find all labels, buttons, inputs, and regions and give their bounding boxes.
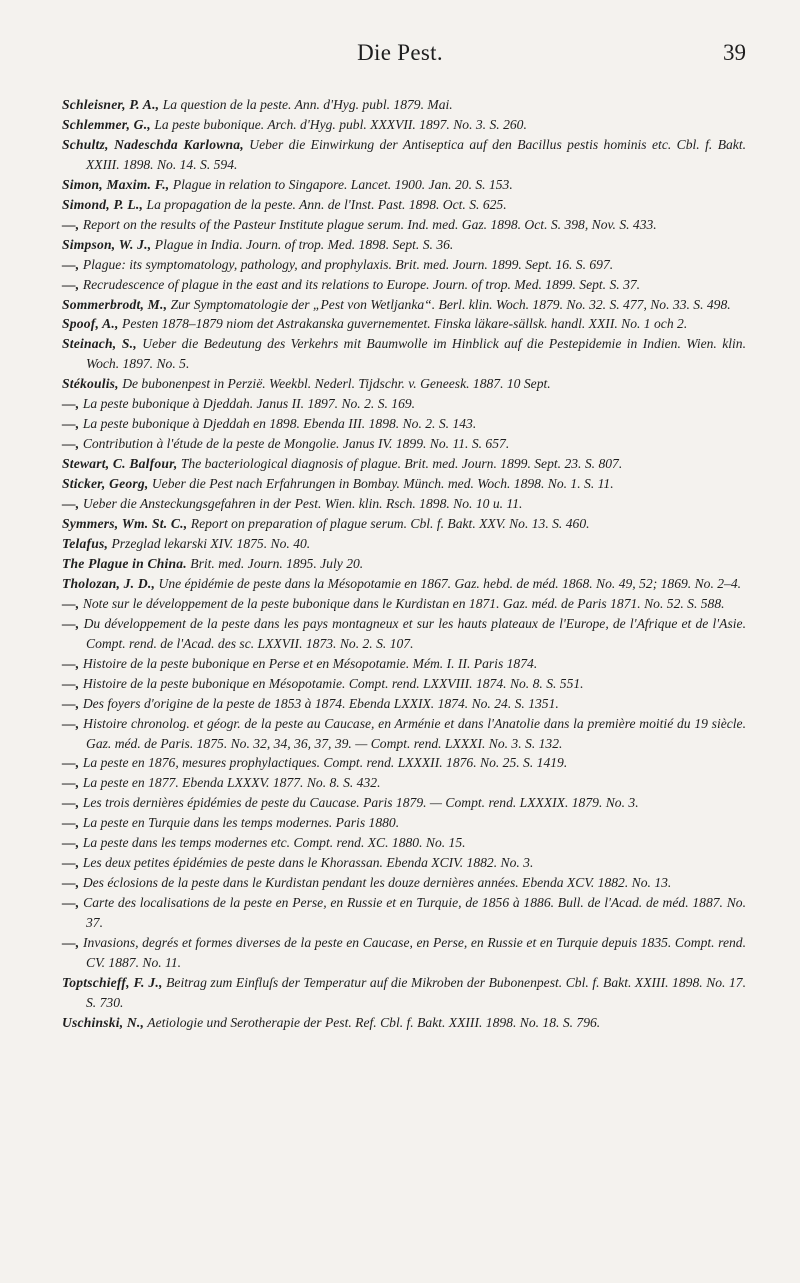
reference-entry: [62, 893, 746, 933]
reference-entry: [62, 1013, 746, 1033]
reference-citation: Note sur le développement de la peste bubonique dans le Kurdistan en 1871. Gaz. méd. de Paris 1871. No. 52. S. 588.: [82, 595, 725, 611]
reference-citation: La peste en 1877. Ebenda LXXXV. 1877. No. 8. S. 432.: [82, 775, 381, 791]
reference-citation: Des foyers d'origine de la peste de 1853 à 1874. Ebenda LXXIX. 1874. No. 24. S. 1351.: [82, 695, 559, 711]
page-number: 39: [723, 40, 746, 65]
reference-entry: [62, 314, 746, 334]
reference-entry: [62, 674, 746, 694]
reference-author: —,: [62, 396, 80, 412]
reference-author: Stékoulis,: [62, 376, 119, 392]
reference-entry: [62, 973, 746, 1013]
reference-entry: [62, 255, 746, 275]
reference-author: —,: [62, 875, 80, 891]
reference-citation: La peste bubonique. Arch. d'Hyg. publ. XXXVII. 1897. No. 3. S. 260.: [154, 116, 527, 132]
reference-entry: [62, 873, 746, 893]
reference-citation: Recrudescence of plague in the east and its relations to Europe. Journ. of trop. Med. 1899. Sept. S. 37.: [82, 276, 641, 292]
reference-author: —,: [62, 675, 80, 691]
reference-author: Telafus,: [62, 535, 109, 551]
reference-author: Schleisner, P. A.,: [62, 97, 160, 112]
reference-entry: [62, 833, 746, 853]
reference-citation: La question de la peste. Ann. d'Hyg. publ. 1879. Mai.: [162, 97, 453, 112]
reference-author: Simond, P. L.,: [62, 196, 144, 212]
reference-citation: Ueber die Ansteckungsgefahren in der Pest. Wien. klin. Rsch. 1898. No. 10 u. 11.: [82, 496, 523, 512]
reference-citation: Plague: its symptomatology, pathology, and prophylaxis. Brit. med. Journ. 1899. Sept. 16. S. 697.: [82, 256, 614, 272]
reference-author: —,: [62, 855, 80, 871]
reference-author: —,: [62, 276, 80, 292]
reference-citation: Ueber die Pest nach Erfahrungen in Bombay. Münch. med. Woch. 1898. No. 1. S. 11.: [151, 476, 614, 492]
reference-author: Simon, Maxim. F.,: [62, 176, 170, 192]
reference-citation: Histoire de la peste bubonique en Mésopotamie. Compt. rend. LXXVIII. 1874. No. 8. S. 551.: [82, 675, 584, 691]
reference-citation: La peste en 1876, mesures prophylactiques. Compt. rend. LXXXII. 1876. No. 25. S. 1419.: [82, 755, 568, 771]
reference-entry: [62, 694, 746, 714]
reference-author: —,: [62, 496, 80, 512]
reference-citation: Du développement de la peste dans les pays montagneux et sur les hauts plateaux de l'Europe, de l'Afrique et de l'Asie. Compt. rend. de l'Acad. des sc. LXXVII. 1873. No. 2. S. 107.: [83, 615, 746, 651]
running-title: Die Pest.: [357, 40, 443, 65]
reference-citation: Histoire chronolog. et géogr. de la peste au Caucase, en Arménie et dans l'Anatolie dans la première moitié du 19 siècle. Gaz. méd. de Paris. 1875. No. 32, 34, 36, 37, 39. — Compt. rend. LXXXI. No. 3. S. 132.: [83, 715, 746, 751]
reference-citation: Plague in relation to Singapore. Lancet. 1900. Jan. 20. S. 153.: [172, 176, 513, 192]
reference-author: Steinach, S.,: [62, 336, 137, 352]
reference-citation: La propagation de la peste. Ann. de l'Inst. Past. 1898. Oct. S. 625.: [146, 196, 507, 212]
reference-citation: Invasions, degrés et formes diverses de la peste en Caucase, en Perse, en Russie et en Turquie depuis 1835. Compt. rend. CV. 1887. No. 11.: [83, 935, 746, 970]
reference-author: Uschinski, N.,: [62, 1014, 145, 1030]
reference-author: Tholozan, J. D.,: [62, 575, 156, 591]
reference-author: Simpson, W. J.,: [62, 236, 152, 252]
reference-entry: [62, 554, 746, 574]
reference-author: The Plague in China.: [62, 555, 187, 571]
reference-author: —,: [62, 216, 80, 232]
reference-entry: [62, 195, 746, 215]
reference-entry: [62, 334, 746, 374]
reference-entry: [62, 135, 746, 175]
reference-entry: [62, 594, 746, 614]
reference-entry: [62, 853, 746, 873]
reference-author: Toptschieff, F. J.,: [62, 974, 163, 990]
reference-entry: [62, 175, 746, 195]
reference-entry: [62, 933, 746, 973]
reference-author: —,: [62, 815, 80, 831]
reference-author: —,: [62, 615, 80, 631]
reference-entry: [62, 414, 746, 434]
reference-citation: Ueber die Bedeutung des Verkehrs mit Baumwolle im Hinblick auf die Pestepidemie in Indien. Wien. klin. Woch. 1897. No. 5.: [86, 336, 747, 372]
reference-author: —,: [62, 655, 80, 671]
reference-author: Schlemmer, G.,: [62, 116, 151, 132]
bibliography-list: [62, 95, 746, 1033]
reference-citation: La peste bubonique à Djeddah. Janus II. 1897. No. 2. S. 169.: [82, 396, 416, 412]
reference-entry: [62, 434, 746, 454]
reference-citation: Les trois dernières épidémies de peste du Caucase. Paris 1879. — Compt. rend. LXXXIX. 1879. No. 3.: [82, 795, 639, 811]
reference-author: Spoof, A.,: [62, 316, 119, 332]
reference-citation: Des éclosions de la peste dans le Kurdistan pendant les douze dernières années. Ebenda XCV. 1882. No. 13.: [82, 875, 672, 891]
reference-citation: Report on the results of the Pasteur Institute plague serum. Ind. med. Gaz. 1898. Oct. S. 398, Nov. S. 433.: [82, 216, 657, 232]
reference-entry: [62, 215, 746, 235]
reference-entry: [62, 474, 746, 494]
reference-entry: [62, 394, 746, 414]
reference-citation: La peste en Turquie dans les temps modernes. Paris 1880.: [82, 815, 400, 831]
reference-entry: [62, 614, 746, 654]
page-header: [0, 40, 800, 80]
reference-citation: Przeglad lekarski XIV. 1875. No. 40.: [111, 535, 311, 551]
reference-citation: Plague in India. Journ. of trop. Med. 1898. Sept. S. 36.: [154, 236, 454, 252]
reference-entry: [62, 235, 746, 255]
reference-entry: [62, 95, 746, 115]
reference-author: —,: [62, 835, 80, 851]
reference-entry: [62, 295, 746, 315]
reference-entry: [62, 654, 746, 674]
reference-citation: Report on preparation of plague serum. Cbl. f. Bakt. XXV. No. 13. S. 460.: [190, 516, 590, 532]
reference-entry: [62, 813, 746, 833]
reference-citation: Ueber die Einwirkung der Antiseptica auf den Bacillus pestis hominis etc. Cbl. f. Bakt. XXIII. 1898. No. 14. S. 594.: [86, 136, 747, 172]
reference-citation: Beitrag zum Einfluſs der Temperatur auf die Mikroben der Bubonenpest. Cbl. f. Bakt. XXIII. 1898. No. 17. S. 730.: [86, 974, 747, 1010]
reference-citation: Carte des localisations de la peste en Perse, en Russie et en Turquie, de 1856 à 1886. Bull. de l'Acad. de méd. 1887. No. 37.: [83, 895, 746, 931]
reference-entry: [62, 773, 746, 793]
reference-citation: Les deux petites épidémies de peste dans le Khorassan. Ebenda XCIV. 1882. No. 3.: [82, 855, 534, 871]
reference-author: —,: [62, 715, 80, 731]
reference-author: Stewart, C. Balfour,: [62, 456, 178, 472]
reference-author: Symmers, Wm. St. C.,: [62, 516, 188, 532]
reference-entry: [62, 374, 746, 394]
reference-entry: [62, 275, 746, 295]
reference-entry: [62, 753, 746, 773]
reference-entry: [62, 115, 746, 135]
reference-author: —,: [62, 595, 80, 611]
reference-author: —,: [62, 256, 80, 272]
reference-entry: [62, 574, 746, 594]
reference-author: —,: [62, 416, 80, 432]
reference-citation: Contribution à l'étude de la peste de Mongolie. Janus IV. 1899. No. 11. S. 657.: [82, 436, 510, 452]
reference-entry: [62, 793, 746, 813]
reference-author: —,: [62, 795, 80, 811]
reference-entry: [62, 514, 746, 534]
reference-citation: Brit. med. Journ. 1895. July 20.: [190, 555, 364, 571]
reference-citation: La peste dans les temps modernes etc. Compt. rend. XC. 1880. No. 15.: [82, 835, 466, 851]
reference-citation: Zur Symptomatologie der „Pest von Wetljanka“. Berl. klin. Woch. 1879. No. 32. S. 477, No. 33. S. 498.: [170, 296, 731, 312]
reference-citation: Aetiologie und Serotherapie der Pest. Ref. Cbl. f. Bakt. XXIII. 1898. No. 18. S. 796.: [147, 1014, 601, 1030]
reference-author: Sticker, Georg,: [62, 476, 149, 492]
reference-author: Sommerbrodt, M.,: [62, 296, 168, 312]
reference-citation: Une épidémie de peste dans la Mésopotamie en 1867. Gaz. hebd. de méd. 1868. No. 49, 52; 1869. No. 2–4.: [158, 575, 742, 591]
reference-author: Schultz, Nadeschda Karlowna,: [62, 136, 244, 152]
reference-citation: La peste bubonique à Djeddah en 1898. Ebenda III. 1898. No. 2. S. 143.: [82, 416, 477, 432]
reference-entry: [62, 494, 746, 514]
reference-author: —,: [62, 775, 80, 791]
reference-entry: [62, 454, 746, 474]
reference-entry: [62, 534, 746, 554]
reference-citation: Histoire de la peste bubonique en Perse et en Mésopotamie. Mém. I. II. Paris 1874.: [82, 655, 538, 671]
reference-author: —,: [62, 895, 80, 911]
reference-author: —,: [62, 935, 80, 951]
reference-author: —,: [62, 436, 80, 452]
reference-author: —,: [62, 755, 80, 771]
reference-citation: De bubonenpest in Perzië. Weekbl. Nederl. Tijdschr. v. Geneesk. 1887. 10 Sept.: [122, 376, 551, 392]
reference-citation: Pesten 1878–1879 niom det Astrakanska guvernementet. Finska läkare-sällsk. handl. XXII. No. 1 och 2.: [122, 316, 688, 332]
reference-entry: [62, 714, 746, 754]
reference-author: —,: [62, 695, 80, 711]
reference-citation: The bacteriological diagnosis of plague. Brit. med. Journ. 1899. Sept. 23. S. 807.: [180, 456, 623, 472]
